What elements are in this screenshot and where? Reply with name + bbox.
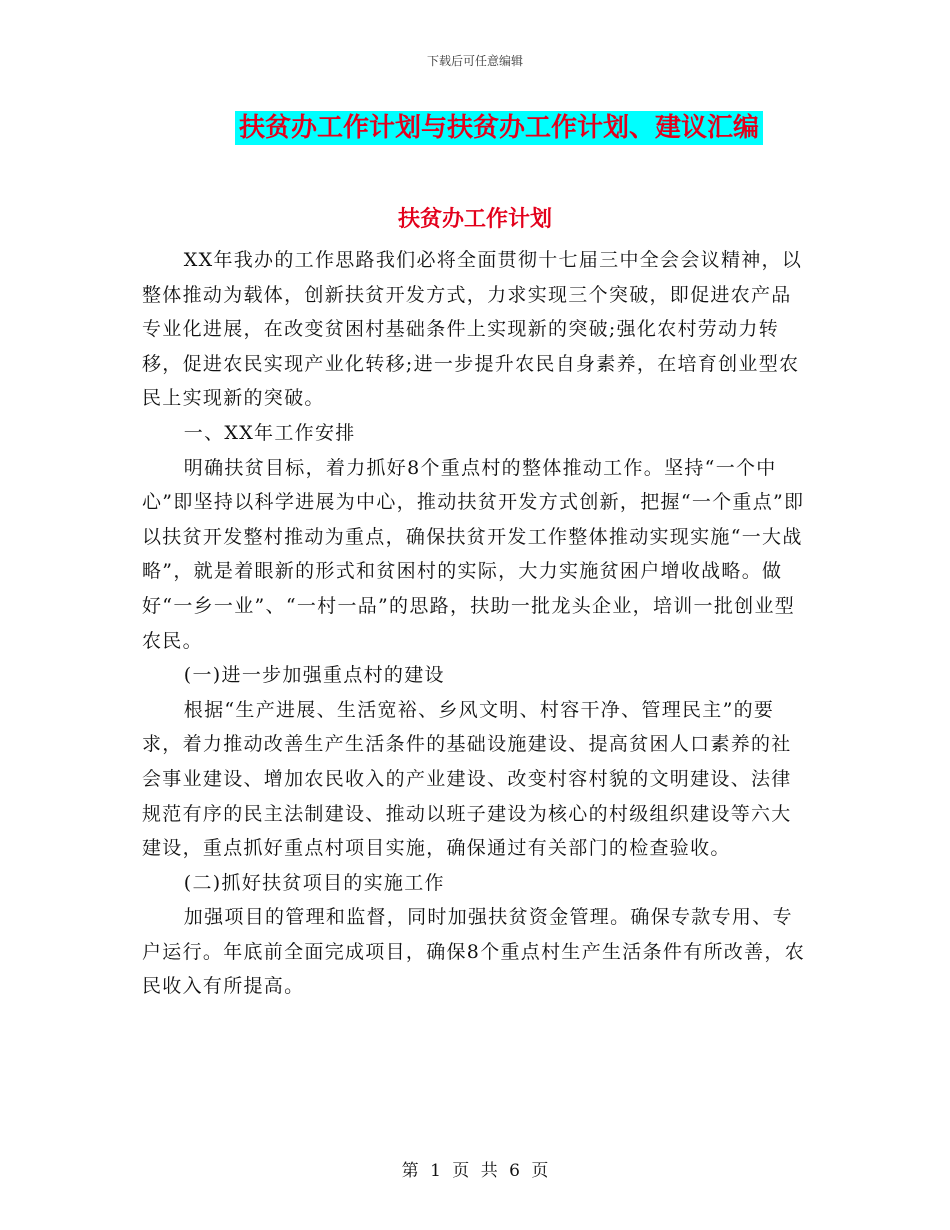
- paragraph-project-implementation: 加强项目的管理和监督，同时加强扶贫资金管理。确保专款专用、专户运行。年底前全面完成项目，确保8个重点村生产生活条件有所改善，农民收入有所提高。: [142, 906, 805, 998]
- heading-key-villages: (一)进一步加强重点村的建设: [183, 664, 445, 687]
- document-title: 扶贫办工作计划与扶贫办工作计划、建议汇编: [235, 111, 763, 145]
- paragraph-intro: XX年我办的工作思路我们必将全面贯彻十七届三中全会会议精神，以整体推动为载体，创新扶贫开发方式，力求实现三个突破，即促进农产品专业化进展，在改变贫困村基础条件上实现新的突破;强化农村劳动力转移，促进农民实现产业化转移;进一步提升农民自身素养，在培育创业型农民上实现新的突破。: [142, 249, 803, 410]
- section-title: 扶贫办工作计划: [397, 207, 552, 232]
- paragraph-key-villages: 根据“生产进展、生活宽裕、乡风文明、村容干净、管理民主”的要求，着力推动改善生产生活条件的基础设施建设、提高贫困人口素养的社会事业建设、增加农民收入的产业建设、改变村容村貌的文明建设、法律规范有序的民主法制建设、推动以班子建设为核心的村级组织建设等六大建设，重点抓好重点村项目实施，确保通过有关部门的检查验收。: [142, 698, 792, 860]
- heading-work-arrangement: 一、XX年工作安排: [183, 421, 356, 444]
- document-body: [142, 243, 810, 1004]
- page-footer: 第 1 页 共 6 页: [401, 1161, 549, 1181]
- paragraph-goals: 明确扶贫目标，着力抓好8个重点村的整体推动工作。坚持“一个中心”即坚持以科学进展为中心，推动扶贫开发方式创新，把握“一个重点”即以扶贫开发整村推动为重点，确保扶贫开发工作整体推动实现实施“一大战略”，就是着眼新的形式和贫困村的实际，大力实施贫困户增收战略。做好“一乡一业”、“一村一品”的思路，扶助一批龙头企业，培训一批创业型农民。: [142, 456, 805, 652]
- header-note: 下载后可任意编辑: [426, 54, 523, 68]
- heading-project-implementation: (二)抓好扶贫项目的实施工作: [183, 871, 445, 894]
